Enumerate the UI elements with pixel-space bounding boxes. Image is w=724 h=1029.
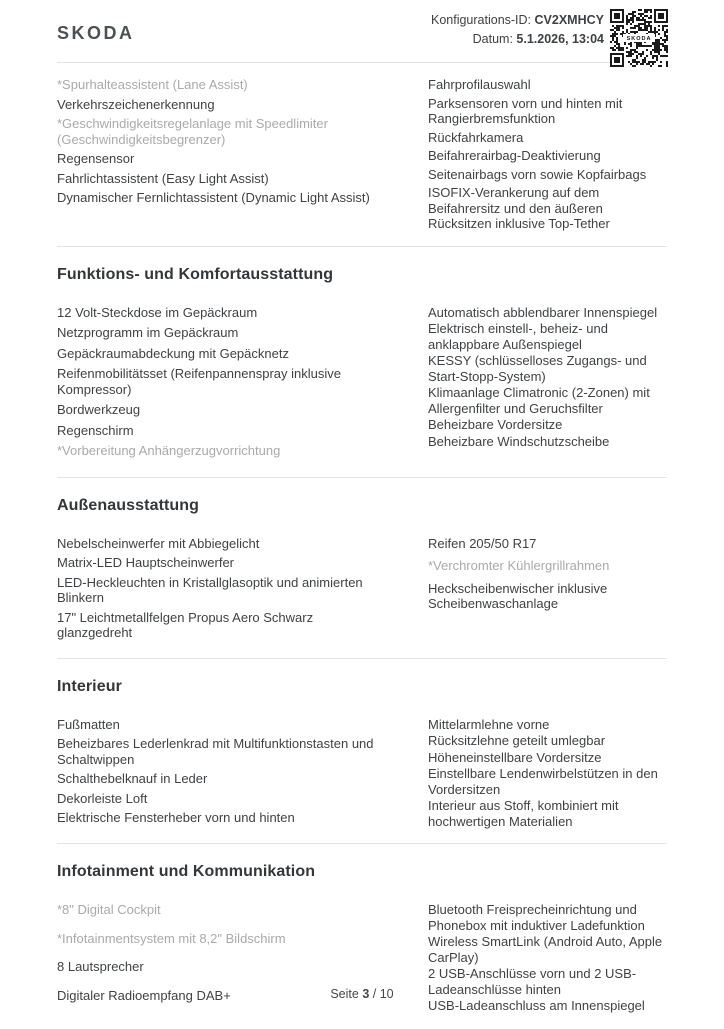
equipment-item: Regensensor xyxy=(57,151,135,166)
equipment-item: 2 USB-Anschlüsse vorn und 2 USB-Ladeanschlüsse hinten xyxy=(428,966,637,997)
equipment-item: Elektrisch einstell-, beheiz- und anklappbare Außenspiegel xyxy=(428,321,608,352)
page-current: 3 xyxy=(362,987,370,1001)
equipment-item: ISOFIX-Verankerung auf dem Beifahrersitz und den äußeren Rücksitzen inklusive Top-Tether xyxy=(428,185,610,231)
equipment-item: *Verchromter Kühlergrillrahmen xyxy=(428,558,610,573)
equipment-item: USB-Ladeanschluss am Innenspiegel xyxy=(428,998,645,1013)
equipment-item: Verkehrszeichenerkennung xyxy=(57,96,215,112)
page-header xyxy=(57,0,667,63)
equipment-item: *Vorbereitung Anhängerzugvorrichtung xyxy=(57,443,281,458)
equipment-item: 12 Volt-Steckdose im Gepäckraum xyxy=(57,304,258,320)
section-title: Funktions- und Komfortausstattung xyxy=(57,265,334,283)
equipment-item: Beheizbares Lederlenkrad mit Multifunktionstasten und Schaltwippen xyxy=(57,736,374,767)
equipment-item: Dekorleiste Loft xyxy=(57,790,148,806)
section-aussen xyxy=(57,477,667,658)
equipment-item: Rückfahrkamera xyxy=(428,129,524,145)
equipment-column-right xyxy=(428,77,667,235)
equipment-item: Interieur aus Stoff, kombiniert mit hochwertigen Materialien xyxy=(428,798,619,829)
equipment-item: Beifahrerairbag-Deaktivierung xyxy=(428,148,601,163)
equipment-item: Bluetooth Freisprecheinrichtung und Phonebox mit induktiver Ladefunktion xyxy=(428,902,645,933)
equipment-item: Elektrische Fensterheber vorn und hinten xyxy=(57,810,295,825)
date-value: 5.1.2026, 13:04 xyxy=(516,32,604,46)
section-assistenz xyxy=(57,63,667,246)
equipment-item: Digitaler Radioempfang DAB+ xyxy=(57,987,231,1003)
equipment-column-left xyxy=(57,305,391,464)
section-title: Infotainment und Kommunikation xyxy=(57,863,316,880)
equipment-item: Schalthebelknauf in Leder xyxy=(57,771,208,786)
equipment-item: LED-Heckleuchten in Kristallglasoptik und animierten Blinkern xyxy=(57,574,363,605)
equipment-item: Gepäckraumabdeckung mit Gepäcknetz xyxy=(57,345,289,361)
section-title: Außenausstattung xyxy=(57,496,200,514)
equipment-item: *Spurhalteassistent (Lane Assist) xyxy=(57,77,248,92)
equipment-item: Reifen 205/50 R17 xyxy=(428,535,537,551)
equipment-item: KESSY (schlüsselloses Zugangs- und Start-Stopp-System) xyxy=(428,353,647,384)
equipment-item: *Geschwindigkeitsregelanlage mit Speedlimiter (Geschwindigkeitsbegrenzer) xyxy=(57,116,328,147)
equipment-item: Nebelscheinwerfer mit Abbiegelicht xyxy=(57,535,260,551)
equipment-item: Wireless SmartLink (Android Auto, Apple CarPlay) xyxy=(428,934,663,965)
qr-code-icon xyxy=(610,9,668,67)
equipment-column-left xyxy=(57,77,391,235)
configuration-id-line xyxy=(431,11,604,30)
equipment-item: Fußmatten xyxy=(57,716,120,732)
page-number xyxy=(0,987,724,1001)
equipment-item: Beheizbare Vordersitze xyxy=(428,417,563,432)
equipment-item: 17" Leichtmetallfelgen Propus Aero Schwarz glanzgedreht xyxy=(57,609,314,640)
equipment-item: Parksensoren vorn und hinten mit Rangierbremsfunktion xyxy=(428,95,623,126)
sections xyxy=(57,63,667,1029)
skoda-logo: SKODA xyxy=(57,23,135,43)
equipment-column-right xyxy=(428,305,667,464)
equipment-item: Rücksitzlehne geteilt umlegbar xyxy=(428,733,606,748)
equipment-item: Fahrlichtassistent (Easy Light Assist) xyxy=(57,170,269,186)
page-label: Seite xyxy=(330,987,359,1001)
equipment-item: Einstellbare Lendenwirbelstützen in den Vordersitzen xyxy=(428,766,658,797)
svg-text:SKODA: SKODA xyxy=(626,36,652,43)
equipment-column-right xyxy=(428,717,667,831)
equipment-item: Reifenmobilitätsset (Reifenpannenspray inklusive Kompressor) xyxy=(57,366,341,397)
section-infotainment xyxy=(57,843,667,1029)
configuration-meta xyxy=(431,11,604,49)
equipment-item: Regenschirm xyxy=(57,422,134,438)
section-funktions xyxy=(57,246,667,477)
equipment-column-right xyxy=(428,536,667,645)
equipment-item: Matrix-LED Hauptscheinwerfer xyxy=(57,555,235,570)
date-line xyxy=(431,30,604,49)
equipment-item: Seitenairbags vorn sowie Kopfairbags xyxy=(428,166,647,182)
equipment-item: 8 Lautsprecher xyxy=(57,959,144,974)
equipment-item: Heckscheibenwischer inklusive Scheibenwaschanlage xyxy=(428,580,608,611)
configuration-id-label: Konfigurations-ID: xyxy=(430,13,532,27)
equipment-column-left xyxy=(57,717,391,831)
equipment-item: Klimaanlage Climatronic (2-Zonen) mit Allergenfilter und Geruchsfilter xyxy=(428,385,650,416)
equipment-item: *8" Digital Cockpit xyxy=(57,902,161,917)
equipment-item: Fahrprofilauswahl xyxy=(428,77,531,92)
equipment-item: *Infotainmentsystem mit 8,2" Bildschirm xyxy=(57,930,286,946)
equipment-item: Automatisch abblendbarer Innenspiegel xyxy=(428,304,658,320)
equipment-item: Mittelarmlehne vorne xyxy=(428,716,550,732)
equipment-item: Netzprogramm im Gepäckraum xyxy=(57,325,239,340)
equipment-item: Dynamischer Fernlichtassistent (Dynamic Light Assist) xyxy=(57,190,370,205)
page-separator: / xyxy=(372,987,377,1001)
equipment-item: Höheneinstellbare Vordersitze xyxy=(428,749,602,765)
header-divider xyxy=(57,62,610,63)
equipment-column-left xyxy=(57,536,391,645)
section-title: Interieur xyxy=(57,677,122,695)
date-label: Datum: xyxy=(472,32,513,46)
configuration-id-value: CV2XMHCY xyxy=(534,13,604,27)
section-interieur xyxy=(57,658,667,844)
page-total: 10 xyxy=(379,987,394,1001)
equipment-item: Bordwerkzeug xyxy=(57,402,141,417)
equipment-item: Beheizbare Windschutzscheibe xyxy=(428,433,610,449)
